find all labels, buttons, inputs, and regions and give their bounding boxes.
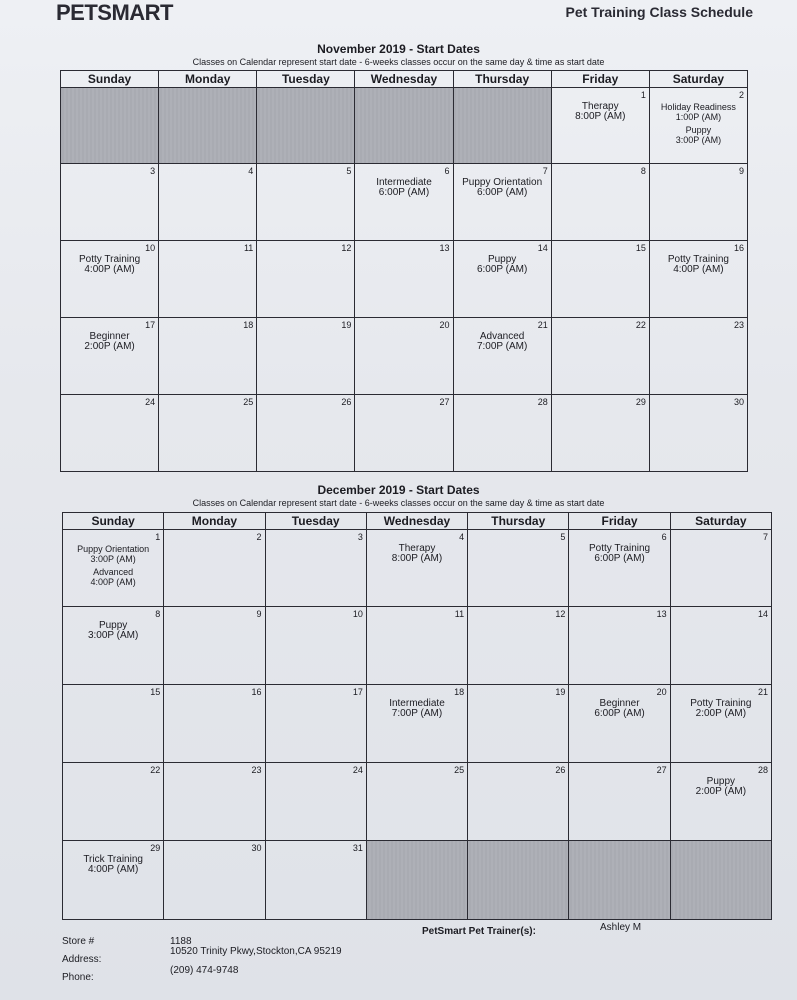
day-number: 11: [454, 609, 465, 619]
day-cell: [468, 685, 569, 763]
class-list: [61, 255, 158, 278]
day-number: 25: [454, 765, 465, 775]
day-cell: [257, 395, 355, 472]
day-number: 29: [635, 397, 646, 407]
phone-label: Phone:: [62, 972, 94, 983]
weekday-header: Friday: [551, 71, 649, 88]
class-list: [454, 255, 551, 278]
class-list: [355, 178, 452, 201]
november-subtitle: Classes on Calendar represent start date - 6-weeks classes occur on the same day & time as start date: [192, 57, 605, 67]
day-cell: [61, 395, 159, 472]
class-entry: [650, 102, 747, 122]
day-number: 14: [757, 609, 768, 619]
day-number: 19: [555, 687, 566, 697]
weekday-header: Monday: [159, 71, 257, 88]
day-number: 6: [661, 532, 667, 542]
class-list: [671, 777, 771, 800]
calendar-week-row: [63, 841, 772, 920]
day-cell: [265, 607, 366, 685]
day-number: 18: [243, 320, 254, 330]
weekday-header: Tuesday: [257, 71, 355, 88]
weekday-header: Sunday: [63, 513, 164, 530]
class-time: 6:00P (AM): [476, 264, 528, 275]
class-name: Beginner: [599, 698, 640, 709]
day-cell: [670, 763, 771, 841]
day-number: 2: [738, 90, 744, 100]
day-cell: [569, 763, 670, 841]
day-number: 9: [738, 166, 744, 176]
class-entry: [569, 544, 669, 564]
day-cell: [164, 841, 265, 920]
class-time: 2:00P (AM): [695, 708, 747, 719]
day-cell: [366, 763, 467, 841]
class-entry: [367, 544, 467, 564]
class-time: 8:00P (AM): [391, 553, 443, 564]
day-cell: [453, 241, 551, 318]
day-cell: [61, 318, 159, 395]
class-time: 1:00P (AM): [675, 112, 722, 122]
day-number: 2: [256, 532, 262, 542]
class-entry: [552, 102, 649, 122]
class-name: Beginner: [89, 331, 130, 342]
day-cell: [257, 241, 355, 318]
day-number: 14: [537, 243, 548, 253]
day-cell: [164, 607, 265, 685]
class-entry: [569, 699, 669, 719]
class-name: Potty Training: [667, 254, 729, 265]
day-number: 10: [145, 243, 156, 253]
class-name: Puppy: [98, 620, 128, 631]
day-cell: [355, 318, 453, 395]
day-number: 18: [454, 687, 465, 697]
day-number: 20: [656, 687, 667, 697]
day-number: 5: [346, 166, 352, 176]
day-cell: [63, 763, 164, 841]
weekday-header: Saturday: [649, 71, 747, 88]
class-name: Advanced: [479, 331, 525, 342]
day-cell: [63, 530, 164, 607]
day-number: 1: [155, 532, 161, 542]
day-cell: [63, 607, 164, 685]
day-number: 25: [243, 397, 254, 407]
day-number: 22: [635, 320, 646, 330]
day-cell: [551, 395, 649, 472]
day-cell: [670, 685, 771, 763]
store-number: 1188: [170, 936, 192, 947]
class-name: Potty Training: [588, 543, 651, 554]
class-name: Potty Training: [690, 698, 752, 709]
class-name: Puppy: [706, 776, 736, 787]
day-cell: [453, 395, 551, 472]
day-cell: [164, 530, 265, 607]
class-name: Potty Training: [78, 254, 141, 265]
store-phone: (209) 474-9748: [170, 965, 239, 976]
day-cell: [63, 841, 164, 920]
day-cell: [649, 395, 747, 472]
empty-day-cell: [159, 88, 257, 164]
day-cell: [569, 685, 670, 763]
class-entry: [454, 255, 551, 275]
day-cell: [63, 685, 164, 763]
day-cell: [453, 164, 551, 241]
empty-day-cell: [453, 88, 551, 164]
day-cell: [649, 88, 747, 164]
day-cell: [551, 318, 649, 395]
class-name: Holiday Readiness: [660, 102, 736, 112]
class-list: [454, 178, 551, 201]
weekday-header: Thursday: [468, 513, 569, 530]
class-time: 3:00P (AM): [87, 630, 139, 641]
class-name: Intermediate: [389, 698, 445, 709]
class-entry: [671, 777, 771, 797]
class-entry: [367, 699, 467, 719]
day-number: 13: [656, 609, 667, 619]
calendar-week-row: [61, 164, 748, 241]
day-number: 30: [733, 397, 744, 407]
empty-day-cell: [670, 841, 771, 920]
day-cell: [257, 164, 355, 241]
store-address: 10520 Trinity Pkwy,Stockton,CA 95219: [170, 946, 342, 957]
day-number: 17: [352, 687, 363, 697]
class-entry: [650, 125, 747, 145]
day-number: 13: [439, 243, 450, 253]
day-number: 23: [251, 765, 262, 775]
day-number: 11: [243, 243, 254, 253]
day-number: 22: [150, 765, 161, 775]
day-number: 20: [439, 320, 450, 330]
class-list: [367, 699, 467, 722]
day-number: 27: [656, 765, 667, 775]
weekday-header: Wednesday: [355, 71, 453, 88]
day-number: 26: [341, 397, 352, 407]
day-cell: [551, 88, 649, 164]
class-time: 2:00P (AM): [695, 786, 747, 797]
day-number: 6: [444, 166, 450, 176]
class-time: 4:00P (AM): [84, 264, 135, 275]
day-number: 12: [555, 609, 566, 619]
day-cell: [670, 607, 771, 685]
address-label: Address:: [62, 954, 102, 965]
day-number: 1: [640, 90, 646, 100]
day-cell: [468, 763, 569, 841]
day-number: 8: [640, 166, 646, 176]
day-number: 4: [248, 166, 254, 176]
day-cell: [159, 395, 257, 472]
day-number: 24: [352, 765, 363, 775]
day-cell: [159, 164, 257, 241]
weekday-header: Tuesday: [265, 513, 366, 530]
day-number: 3: [357, 532, 363, 542]
weekday-header-row: [63, 513, 772, 530]
calendar-week-row: [61, 241, 748, 318]
day-number: 5: [560, 532, 566, 542]
calendar-week-row: [63, 685, 772, 763]
day-cell: [159, 241, 257, 318]
calendar-week-row: [63, 763, 772, 841]
day-cell: [670, 530, 771, 607]
class-name: Therapy: [581, 101, 619, 112]
day-cell: [355, 395, 453, 472]
day-cell: [265, 530, 366, 607]
day-number: 16: [733, 243, 744, 253]
day-number: 17: [145, 320, 156, 330]
day-cell: [159, 318, 257, 395]
class-list: [454, 332, 551, 355]
day-number: 24: [145, 397, 156, 407]
weekday-header: Wednesday: [366, 513, 467, 530]
day-number: 16: [251, 687, 262, 697]
day-number: 7: [542, 166, 548, 176]
day-number: 21: [537, 320, 548, 330]
day-cell: [61, 164, 159, 241]
november-calendar: [60, 70, 748, 472]
weekday-header: Sunday: [61, 71, 159, 88]
empty-day-cell: [569, 841, 670, 920]
class-time: 3:00P (AM): [675, 135, 722, 145]
calendar-week-row: [61, 318, 748, 395]
day-number: 27: [439, 397, 450, 407]
class-time: 2:00P (AM): [84, 341, 135, 352]
class-time: 8:00P (AM): [575, 111, 626, 122]
day-cell: [355, 241, 453, 318]
class-entry: [650, 255, 747, 275]
day-cell: [164, 763, 265, 841]
day-cell: [265, 763, 366, 841]
weekday-header-row: [61, 71, 748, 88]
class-name: Puppy Orientation: [462, 177, 543, 188]
class-entry: [454, 178, 551, 198]
day-cell: [265, 685, 366, 763]
class-time: 3:00P (AM): [90, 554, 136, 564]
class-time: 4:00P (AM): [90, 577, 136, 587]
day-number: 31: [352, 843, 363, 853]
class-list: [63, 621, 163, 644]
class-list: [552, 102, 649, 125]
day-cell: [569, 607, 670, 685]
class-time: 7:00P (AM): [391, 708, 443, 719]
trainer-label: PetSmart Pet Trainer(s):: [422, 926, 536, 937]
class-time: 7:00P (AM): [476, 341, 528, 352]
class-list: [569, 544, 669, 567]
class-time: 6:00P (AM): [378, 187, 430, 198]
class-entry: [454, 332, 551, 352]
december-subtitle: Classes on Calendar represent start date - 6-weeks classes occur on the same day & time as start date: [192, 498, 605, 508]
calendar-week-row: [61, 395, 748, 472]
day-cell: [569, 530, 670, 607]
calendar-week-row: [63, 607, 772, 685]
class-list: [63, 855, 163, 878]
day-number: 26: [555, 765, 566, 775]
class-entry: [63, 544, 163, 564]
november-title: November 2019 - Start Dates: [317, 42, 480, 56]
petsmart-logo: PETSMART: [56, 0, 173, 25]
class-name: Puppy: [487, 254, 517, 265]
class-entry: [61, 255, 158, 275]
day-cell: [649, 241, 747, 318]
class-list: [63, 544, 163, 590]
day-number: 23: [733, 320, 744, 330]
day-number: 9: [256, 609, 262, 619]
day-number: 7: [762, 532, 768, 542]
day-cell: [649, 318, 747, 395]
day-number: 15: [635, 243, 646, 253]
weekday-header: Saturday: [670, 513, 771, 530]
class-entry: [63, 855, 163, 875]
day-cell: [366, 530, 467, 607]
day-cell: [355, 164, 453, 241]
day-cell: [164, 685, 265, 763]
class-entry: [671, 699, 771, 719]
class-entry: [63, 621, 163, 641]
day-number: 28: [757, 765, 768, 775]
class-time: 6:00P (AM): [594, 553, 645, 564]
day-cell: [649, 164, 747, 241]
class-time: 6:00P (AM): [594, 708, 645, 719]
day-cell: [551, 164, 649, 241]
empty-day-cell: [355, 88, 453, 164]
december-calendar: [62, 512, 772, 920]
day-number: 3: [150, 166, 156, 176]
day-number: 12: [341, 243, 352, 253]
empty-day-cell: [61, 88, 159, 164]
class-time: 4:00P (AM): [87, 864, 139, 875]
class-list: [61, 332, 158, 355]
day-cell: [265, 841, 366, 920]
day-number: 21: [757, 687, 768, 697]
day-number: 10: [352, 609, 363, 619]
day-cell: [61, 241, 159, 318]
day-number: 19: [341, 320, 352, 330]
calendar-week-row: [61, 88, 748, 164]
day-number: 4: [459, 532, 465, 542]
day-number: 15: [150, 687, 161, 697]
empty-day-cell: [468, 841, 569, 920]
store-label: Store #: [62, 936, 95, 947]
class-list: [650, 102, 747, 148]
day-number: 30: [251, 843, 262, 853]
class-list: [569, 699, 669, 722]
class-entry: [63, 567, 163, 587]
class-entry: [61, 332, 158, 352]
day-cell: [453, 318, 551, 395]
empty-day-cell: [366, 841, 467, 920]
day-number: 8: [155, 609, 161, 619]
day-cell: [551, 241, 649, 318]
december-title: December 2019 - Start Dates: [317, 483, 480, 497]
class-list: [671, 699, 771, 722]
class-list: [367, 544, 467, 567]
class-name: Therapy: [398, 543, 436, 554]
class-name: Intermediate: [376, 177, 432, 188]
class-name: Puppy: [685, 125, 712, 135]
weekday-header: Friday: [569, 513, 670, 530]
class-time: 6:00P (AM): [476, 187, 528, 198]
calendar-week-row: [63, 530, 772, 607]
trainer-name: Ashley M: [600, 922, 642, 933]
class-name: Advanced: [93, 567, 134, 577]
class-entry: [355, 178, 452, 198]
weekday-header: Monday: [164, 513, 265, 530]
day-cell: [366, 607, 467, 685]
class-name: Trick Training: [83, 854, 143, 865]
day-number: 28: [537, 397, 548, 407]
day-cell: [468, 607, 569, 685]
day-cell: [257, 318, 355, 395]
class-time: 4:00P (AM): [673, 264, 724, 275]
day-number: 29: [150, 843, 161, 853]
class-name: Puppy Orientation: [77, 544, 150, 554]
day-cell: [468, 530, 569, 607]
day-cell: [366, 685, 467, 763]
empty-day-cell: [257, 88, 355, 164]
weekday-header: Thursday: [453, 71, 551, 88]
document-title: Pet Training Class Schedule: [565, 4, 753, 20]
class-list: [650, 255, 747, 278]
